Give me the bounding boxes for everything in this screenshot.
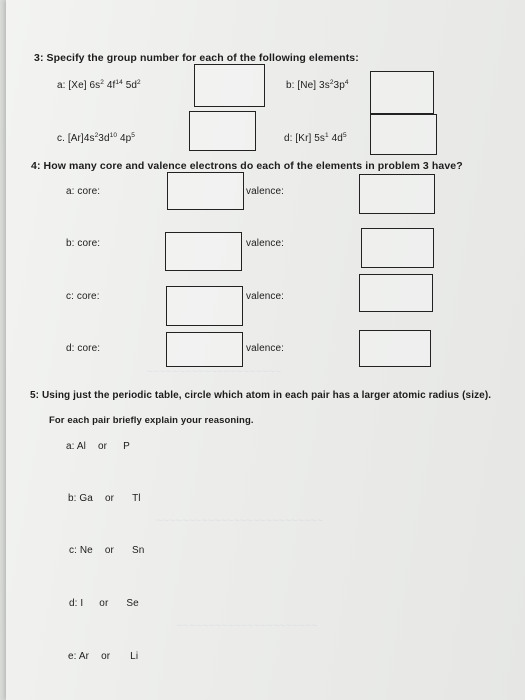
q3-answer-box-b[interactable] [370,71,434,114]
q3-item-c: c. $[Ar]4s^23d^{10}$ $4p^5$ [57,132,135,144]
q5-pair-c: c: Ne or Sn [69,545,145,556]
worksheet-page [6,0,525,700]
q3-item-a: a: [Xe] $6s^2$ $4f^{14}$ $5d^2$ [57,79,141,91]
q5-pair-a: a: Al or P [66,441,130,452]
q4-core-box-a[interactable] [167,172,244,210]
q4-core-label-c: c: core: [66,291,100,302]
q4-core-box-d[interactable] [166,332,243,367]
atom-choice-left[interactable]: c: Ne [69,545,93,556]
q4-valence-label-b: valence: [246,238,285,249]
question-5-instruction: For each pair briefly explain your reasoning. [49,415,254,426]
atom-choice-right[interactable]: Tl [132,493,141,504]
show-through-mark: ~~~~~~~~~~~~~~~~~~~~~~~~~~ [156,515,324,527]
q3-item-d: d: [Kr] $5s^1$ $4d^5$ [284,132,347,144]
atom-choice-right[interactable]: Sn [131,545,145,556]
q4-valence-label-c: valence: [246,291,285,302]
q4-valence-box-b[interactable] [361,228,434,268]
q4-valence-box-a[interactable] [359,174,435,214]
q5-pair-b: b: Ga or Tl [68,493,141,504]
atom-choice-left[interactable]: e: Ar [68,651,90,662]
q5-pair-e: e: Ar or Li [68,651,139,662]
show-through-mark: ~~~~~~~~~~~~~~~~~~~~~~ [176,620,318,632]
q3-answer-box-a[interactable] [194,64,265,107]
q3-item-b: b: [Ne] $3s^23p^4$ [286,79,349,91]
atom-choice-right[interactable]: P [123,441,130,452]
atom-choice-right[interactable]: Li [130,651,139,662]
q4-core-label-d: d: core: [66,343,101,354]
q3-answer-box-c[interactable] [189,111,256,151]
atom-choice-left[interactable]: b: Ga [68,493,93,504]
atom-choice-left[interactable]: d: I [69,598,84,609]
show-through-mark: ~~~~~~~~~~~~~~~~~~~~~ [146,366,281,378]
question-4-title: 4: How many core and valence electrons do each of the elements in problem 3 have? [31,160,463,172]
q4-core-label-a: a: core: [66,186,101,197]
q4-core-box-c[interactable] [166,286,243,326]
q5-pair-d: d: I or Se [69,598,139,609]
atom-choice-right[interactable]: Se [126,598,139,609]
atom-choice-left[interactable]: a: Al [66,441,86,452]
q4-valence-label-a: valence: [246,186,285,197]
q4-core-box-b[interactable] [165,232,242,271]
q4-valence-box-c[interactable] [359,274,433,312]
q4-valence-box-d[interactable] [359,330,431,367]
q4-valence-label-d: valence: [246,343,285,354]
question-3-title: 3: Specify the group number for each of the following elements: [34,52,359,64]
question-5-title: 5: Using just the periodic table, circle which atom in each pair has a larger atomic radius (size). [30,390,492,401]
q4-core-label-b: b: core: [66,238,101,249]
q3-answer-box-d[interactable] [370,114,437,155]
